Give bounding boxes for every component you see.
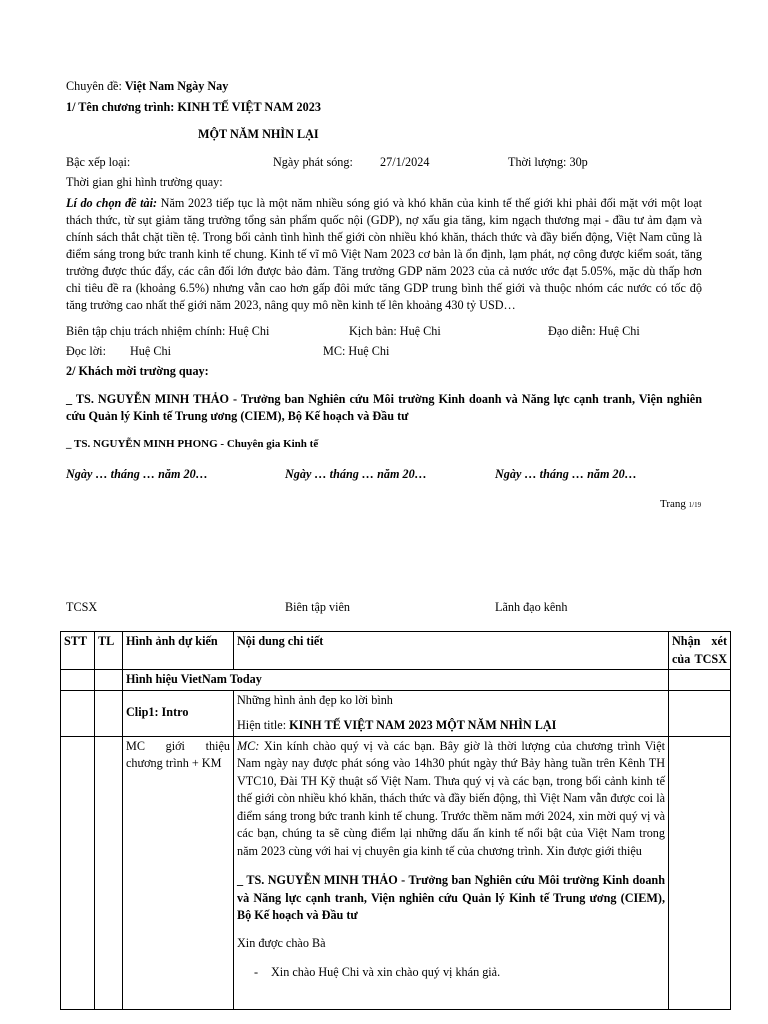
signature-channel-lead: Lãnh đạo kênh (495, 600, 568, 614)
header-review (669, 632, 731, 670)
guest-2: _ TS. NGUYỄN MINH PHONG - Chuyên gia Kinh tế (66, 438, 319, 450)
row2-title-line (237, 717, 665, 735)
table-header-row (61, 632, 731, 670)
header-image-text: Hình ảnh dự kiến (126, 634, 218, 648)
row2-content-text: Những hình ảnh đẹp ko lời bình (237, 692, 393, 707)
header-tl (95, 632, 123, 670)
row3-guest-text: _ TS. NGUYỄN MINH THẢO - Trưởng ban Nghiên cứu Môi trường Kinh doanh và Năng lực cạnh tranh, Viện nghiên cứu Quản lý Kinh tế Trung ương (CIEM), Bộ Kế hoạch và Đầu tư (237, 873, 665, 922)
cell-image (123, 690, 234, 736)
cell-tl (95, 690, 123, 736)
page-number-label: Trang (660, 498, 686, 510)
cell-tl (95, 736, 123, 1009)
header-review-text: Nhận xét của TCSX (672, 634, 727, 666)
row3-spacer-2 (237, 925, 665, 935)
crew-script: Kịch bản: Huệ Chi (349, 324, 441, 338)
duration-label: Thời lượng: 30p (508, 155, 588, 169)
row1-image-text: Hình hiệu VietNam Today (126, 672, 262, 686)
date-3: Ngày … tháng … năm 20… (495, 467, 637, 481)
topic-value: Việt Nam Ngày Nay (124, 79, 229, 93)
date-1: Ngày … tháng … năm 20… (66, 467, 208, 481)
crew-narrator-label: Đọc lời: (66, 344, 106, 358)
row2-image-text: Clip1: Intro (126, 705, 189, 720)
air-date-value: 27/1/2024 (380, 155, 430, 169)
cell-review (669, 736, 731, 1009)
row2-title-value: KINH TẾ VIỆT NAM 2023 MỘT NĂM NHÌN LẠI (289, 718, 557, 732)
page-number-value: 1/19 (688, 501, 702, 509)
record-time-label: Thời gian ghi hình trường quay: (66, 175, 223, 189)
guests-heading (66, 364, 209, 379)
topic-label: Chuyên đề: (66, 79, 125, 93)
cell-review (669, 690, 731, 736)
header-content (234, 632, 669, 670)
crew-director: Đạo diễn: Huệ Chi (548, 324, 640, 338)
cell-review (669, 670, 731, 691)
crew-editor: Biên tập chịu trách nhiệm chính: Huệ Chi (66, 324, 270, 338)
script-table (60, 631, 731, 1010)
crew-mc: MC: Huệ Chi (323, 344, 390, 358)
reason-paragraph (66, 195, 702, 314)
row3-mc-text: Xin kính chào quý vị và các bạn. Bây giờ là thời lượng của chương trình Việt Nam ngày nay được phát sóng vào 14h30 phút ngày thứ Bảy hàng tuần trên Kênh TH VTC10, Đài TH Kỹ thuật số Việt Nam. Thưa quý vị và các bạn, trong bối cảnh kinh tế thế giới còn nhiều khó khăn, thách thức và đầy biến động, thì Việt Nam vẫn được coi là điểm sáng trong bức tranh kinh tế chung. Trước thềm năm mới 2024, xin mời quý vị và các bạn, chúng ta sẽ cùng điểm lại những dấu ấn kinh tế nổi bật của Việt Nam trong năm 2023 cùng với hai vị chuyên gia kinh tế của chương trình. Xin được giới thiệu (237, 738, 665, 858)
cell-image (123, 736, 234, 1009)
header-content-text: Nội dung chi tiết (237, 634, 324, 648)
program-subtitle-text: MỘT NĂM NHÌN LẠI (198, 127, 319, 141)
table-row (61, 690, 731, 736)
row3-greeting: Xin được chào Bà (237, 935, 326, 950)
row3-mc-line (237, 738, 665, 861)
header-image (123, 632, 234, 670)
row3-reply: - Xin chào Huệ Chi và xin chào quý vị khán giả. (254, 964, 665, 982)
program-name-text: 1/ Tên chương trình: KINH TẾ VIỆT NAM 2023 (66, 100, 321, 114)
reason-label: Lí do chọn đề tài: (66, 196, 158, 210)
header-stt (61, 632, 95, 670)
row2-title-label: Hiện title: (237, 718, 290, 732)
cell-tl (95, 670, 123, 691)
crew-narrator-name: Huệ Chi (130, 344, 171, 358)
guest-1: _ TS. NGUYỄN MINH THẢO - Trưởng ban Nghiên cứu Môi trường Kinh doanh và Năng lực cạnh tranh, Viện nghiên cứu Quản lý Kinh tế Trung ương (CIEM), Bộ Kế hoạch và Đầu tư (66, 392, 702, 423)
row3-image-text: MC giới thiệu chương trình + KM (126, 738, 230, 770)
guests-heading-text: 2/ Khách mời trường quay: (66, 364, 209, 378)
signature-tcsx: TCSX (66, 600, 98, 614)
program-name (66, 100, 321, 115)
cell-content (234, 690, 669, 736)
row3-spacer-3 (237, 952, 665, 964)
date-2: Ngày … tháng … năm 20… (285, 467, 427, 481)
cell-stt (61, 690, 95, 736)
cell-stt (61, 670, 95, 691)
row3-mc-label: MC: (237, 738, 260, 753)
page-number (660, 498, 701, 510)
cell-image (123, 670, 669, 691)
cell-stt (61, 736, 95, 1009)
air-date-label: Ngày phát sóng: (273, 155, 353, 169)
rating-label: Bậc xếp loại: (66, 155, 131, 169)
table-row (61, 736, 731, 1009)
header-tl-text: TL (98, 634, 115, 648)
header-stt-text: STT (64, 634, 88, 648)
table-row (61, 670, 731, 691)
cell-content (234, 736, 669, 1009)
program-subtitle (198, 127, 319, 142)
row2-spacer (237, 709, 665, 717)
row3-spacer-1 (237, 860, 665, 872)
signature-editor: Biên tập viên (285, 600, 350, 614)
reason-text: Năm 2023 tiếp tục là một năm nhiều sóng gió và khó khăn của kinh tế thế giới khi phải đối mặt với một loạt thách thức, từ sụt giảm tăng trưởng tổng sản phẩm quốc nội (GDP), nợ xấu gia tăng, kim ngạch thương mại - đầu tư ảm đạm và chính sách thắt chặt tiền tệ. Trong bối cảnh tình hình thế giới còn nhiều khó khăn, thách thức và đầy biến động, Việt Nam cũng là điểm sáng trong bức tranh kinh tế chung. Kinh tế vĩ mô Việt Nam 2023 cơ bản là ổn định, lạm phát, nợ công được kiểm soát, tăng trưởng được thúc đẩy, các cân đối lớn được bảo đảm. Tăng trưởng GDP năm 2023 của cả nước ước đạt 5.05%, mặc dù thấp hơn chỉ tiêu đề ra (khoảng 6.5%) nhưng vẫn cao hơn gấp đôi mức tăng GDP trung bình thế giới và thuộc nhóm các nước có tốc độ tăng trưởng cao nhất thế giới năm 2023, nâng quy mô nền kinh tế lên khoảng 430 tỷ USD… (66, 196, 702, 312)
topic-line (66, 79, 228, 94)
